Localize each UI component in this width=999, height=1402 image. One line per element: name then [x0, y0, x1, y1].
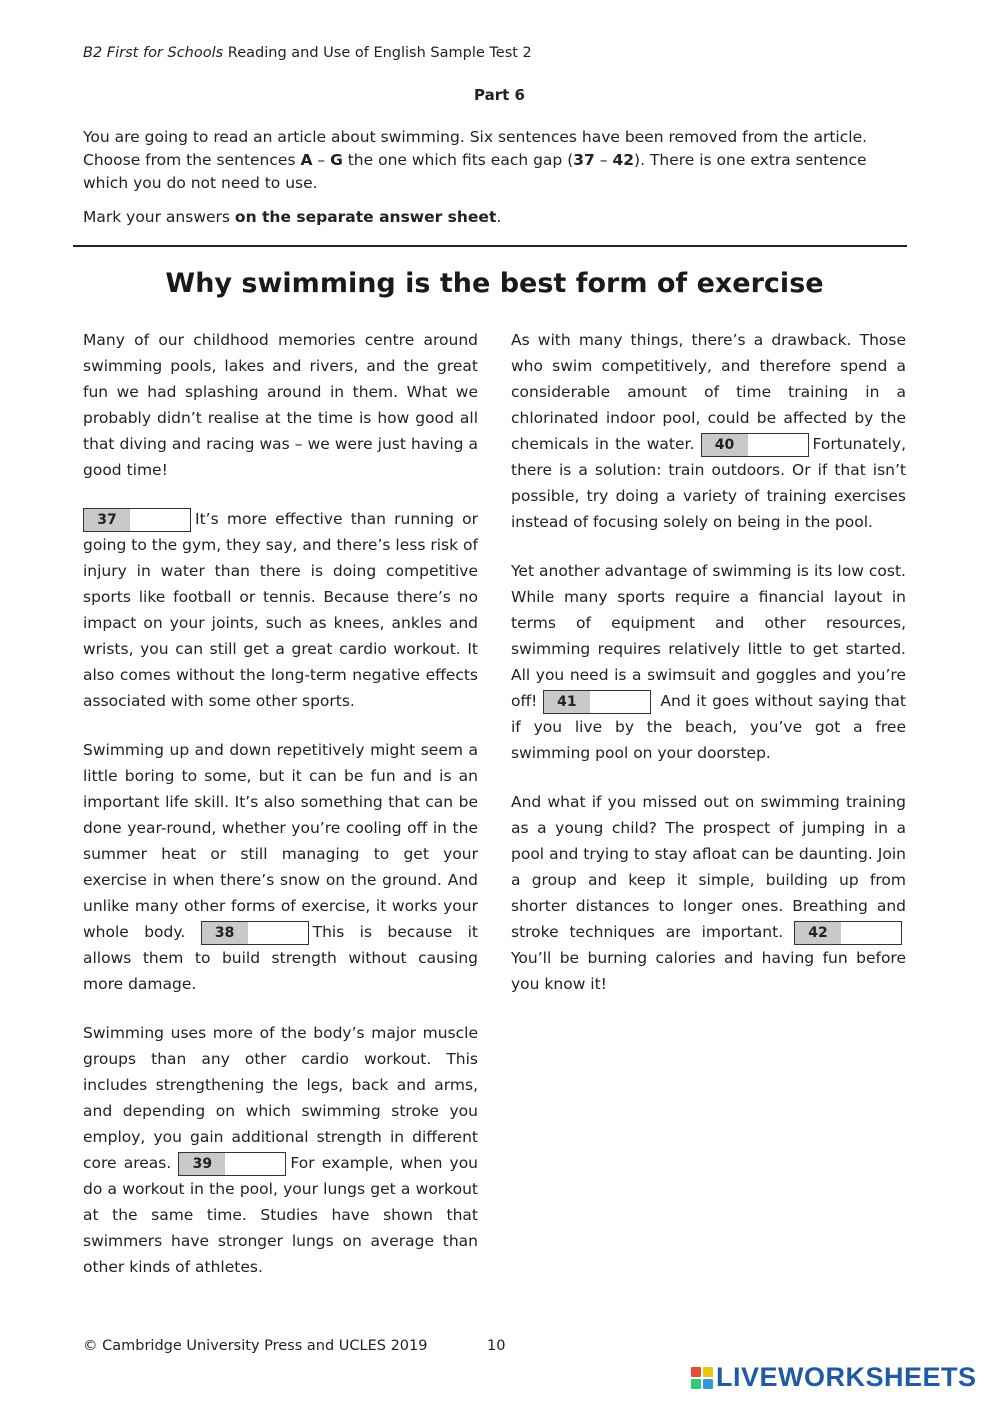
header-exam-rest: Reading and Use of English Sample Test 2	[223, 45, 532, 61]
article-title: Why swimming is the best form of exercise	[165, 268, 824, 299]
document-header	[83, 45, 532, 61]
liveworksheets-logo[interactable]	[691, 1362, 977, 1393]
instructions-paragraph: You are going to read an article about swimming. Six sentences have been removed from the article. Choose from the sentences A – G the one which fits each gap (37 – 42). There is one extra sentence which you do not need to use.	[83, 128, 868, 192]
divider	[73, 245, 907, 247]
gap-41[interactable]: 41	[543, 690, 651, 714]
article-paragraph-5: As with many things, there’s a drawback. Those who swim competitively, and therefore spend a considerable amount of time training in a chlorinated indoor pool, could be affected by the chemicals in the water. 40 Fortunately, there is a solution: train outdoors. Or if that isn’t possible, try doing a variety of training exercises instead of focusing solely on being in the pool.	[511, 331, 906, 531]
article-paragraph-1: Many of our childhood memories centre around swimming pools, lakes and rivers, and the great fun we had splashing around in them. What we probably didn’t realise at the time is how good all that diving and racing was – we were just having a good time!	[83, 331, 478, 479]
article-column-right	[511, 327, 906, 1020]
instructions	[83, 126, 913, 240]
page-number: 10	[487, 1338, 506, 1354]
article-paragraph-3: Swimming up and down repetitively might seem a little boring to some, but it can be fun and is an important life skill. It’s also something that can be done year-round, whether you’re cooling off in the summer heat or still managing to get your exercise in when there’s snow on the ground. And unlike many other forms of exercise, it works your whole body. 38 This is because it allows them to build strength without causing more damage.	[83, 741, 478, 993]
header-exam-name: B2 First for Schools	[83, 45, 224, 61]
answer-sheet-note: Mark your answers on the separate answer sheet.	[83, 208, 502, 226]
article-paragraph-7: And what if you missed out on swimming training as a young child? The prospect of jumping in a pool and trying to stay afloat can be daunting. Join a group and keep it simple, building up from shorter distances to longer ones. Breathing and stroke techniques are important. 42 You’ll be burning calories and having fun before you know it!	[511, 793, 906, 993]
article-paragraph-4: Swimming uses more of the body’s major muscle groups than any other cardio workout. This includes strengthening the legs, back and arms, and depending on which swimming stroke you employ, you gain additional strength in different core areas. 39 For example, when you do a workout in the pool, your lungs get a workout at the same time. Studies have shown that swimmers have stronger lungs on average than other kinds of athletes.	[83, 1024, 479, 1276]
liveworksheets-logo-icon	[691, 1367, 713, 1389]
part-heading: Part 6	[474, 86, 525, 104]
article-paragraph-6: Yet another advantage of swimming is its low cost. While many sports require a financial layout in terms of equipment and other resources, swimming requires relatively little to get started. All you need is a swimsuit and goggles and you’re off! 41 And it goes without saying that if you live by the beach, you’ve got a free swimming pool on your doorstep.	[511, 562, 906, 762]
gap-39[interactable]: 39	[178, 1152, 286, 1176]
gap-42[interactable]: 42	[794, 921, 902, 945]
gap-37[interactable]: 37	[83, 508, 191, 532]
gap-40[interactable]: 40	[701, 433, 809, 457]
article-paragraph-2: 37 It’s more effective than running or going to the gym, they say, and there’s less risk of injury in water than there is doing competitive sports like football or tennis. Because there’s no impact on your joints, such as knees, ankles and wrists, you can still get a great cardio workout. It also comes without the long-term negative effects associated with some other sports.	[83, 506, 478, 714]
liveworksheets-logo-text: LIVEWORKSHEETS	[716, 1362, 977, 1392]
article-column-left	[83, 327, 478, 1303]
copyright-footer: © Cambridge University Press and UCLES 2019	[83, 1338, 428, 1354]
gap-38[interactable]: 38	[201, 921, 309, 945]
